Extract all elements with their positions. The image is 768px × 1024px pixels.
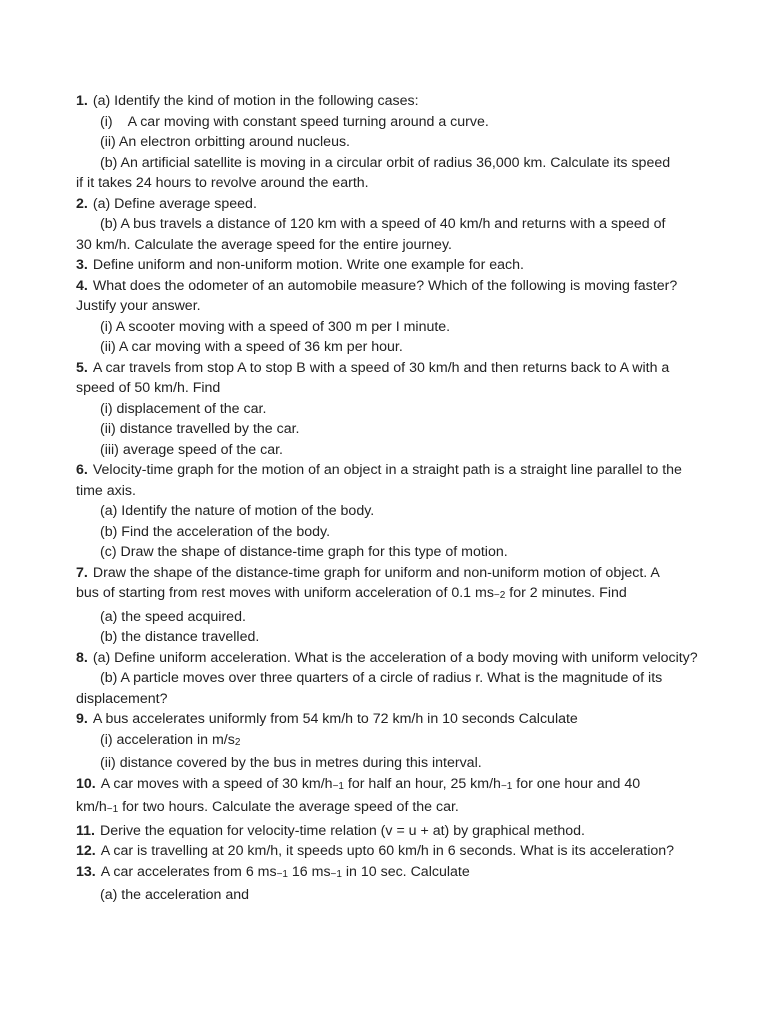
q8-part-b: (b) A particle moves over three quarters of a circle of radius r. What is the magnitude of its	[100, 670, 663, 686]
q11-number: 11.	[76, 822, 95, 839]
q6-number: 6.	[76, 462, 88, 478]
q13-part-a: (a) the acceleration and	[100, 887, 250, 903]
q8-number: 8.	[76, 649, 88, 666]
q1-number: 1.	[76, 93, 88, 109]
q9-part-ii: (ii) distance covered by the bus in metres during this interval.	[100, 755, 482, 771]
q1-part-a: (a) Identify the kind of motion in the following cases:	[92, 93, 419, 109]
q13-exponent-1: −1	[276, 868, 288, 880]
q6-part-c: (c) Draw the shape of distance-time graph for this type of motion.	[100, 544, 508, 560]
q10-exponent-3: −1	[106, 804, 119, 815]
q7-line-2	[76, 583, 708, 607]
q13-text-a: A car accelerates from 6 ms	[100, 863, 277, 880]
q5-number: 5.	[76, 359, 88, 376]
q1-case-i: (i) A car moving with constant speed turning around a curve.	[100, 113, 489, 130]
q9-text: A bus accelerates uniformly from 54 km/h to 72 km/h in 10 seconds Calculate	[92, 711, 578, 727]
q2-number: 2.	[76, 195, 88, 212]
q6-line	[76, 460, 708, 501]
q10-exponent-1: −1	[332, 780, 344, 792]
q7-text-1: Draw the shape of the distance-time graph for uniform and non-uniform motion of object. A	[92, 564, 660, 581]
q11-line	[76, 821, 708, 842]
q10-text-d: km/h	[76, 799, 107, 815]
q5-part-iii: (iii) average speed of the car.	[100, 441, 283, 458]
q6-part-a: (a) Identify the nature of motion of the body.	[100, 503, 375, 519]
q2-part-a: (a) Define average speed.	[92, 195, 257, 212]
q1-case-ii: (ii) An electron orbitting around nucleus.	[100, 134, 350, 150]
q9-part-i	[76, 730, 708, 754]
q5-part-ii: (ii) distance travelled by the car.	[100, 421, 300, 437]
q9-line	[76, 709, 708, 730]
q12-text: A car is travelling at 20 km/h, it speeds upto 60 km/h in 6 seconds. What is its acceleration?	[100, 843, 675, 859]
q11-text: Derive the equation for velocity-time relation (v = u + at) by graphical method.	[99, 822, 585, 839]
q8-part-b-cont: displacement?	[76, 690, 168, 707]
q7-number: 7.	[76, 564, 88, 581]
q10-number: 10.	[76, 775, 96, 792]
q13-text-b: 16 ms	[287, 863, 331, 880]
q1-part-b: (b) An artificial satellite is moving in a circular orbit of radius 36,000 km. Calculate its speed	[100, 154, 671, 171]
q4-line	[76, 276, 708, 317]
q6-part-b: (b) Find the acceleration of the body.	[100, 523, 331, 540]
q1-part-b-cont: if it takes 24 hours to revolve around the earth.	[76, 175, 369, 191]
q13-line	[76, 862, 708, 886]
q5-part-i: (i) displacement of the car.	[100, 400, 267, 417]
q7-part-b: (b) the distance travelled.	[100, 629, 260, 645]
q2-part-b: (b) A bus travels a distance of 120 km with a speed of 40 km/h and returns with a speed of	[100, 216, 666, 232]
q7-text-2b: for 2 minutes. Find	[505, 585, 627, 601]
q4-option-ii: (ii) A car moving with a speed of 36 km per hour.	[100, 339, 403, 355]
q3-line	[76, 255, 708, 276]
q7-part-a: (a) the speed acquired.	[100, 608, 246, 625]
q10-exponent-2: −1	[500, 780, 513, 792]
q2-part-b-cont: 30 km/h. Calculate the average speed for the entire journey.	[76, 236, 452, 253]
q9-exponent: 2	[234, 736, 241, 748]
q10-text-e: for two hours. Calculate the average speed of the car.	[118, 799, 459, 815]
q7-exponent: −2	[493, 590, 506, 601]
q2-line	[76, 194, 708, 215]
q4-option-i: (i) A scooter moving with a speed of 300 m per I minute.	[100, 318, 451, 335]
q3-number: 3.	[76, 257, 88, 273]
q6-text: Velocity-time graph for the motion of an object in a straight path is a straight line parallel to the time axis.	[76, 462, 682, 499]
q10-text-a: A car moves with a speed of 30 km/h	[100, 775, 333, 792]
q10-text-c: for one hour and 40	[512, 775, 641, 792]
q10-line-2	[76, 797, 708, 821]
q13-number: 13.	[76, 863, 96, 880]
q5-line	[76, 358, 708, 399]
q7-line	[76, 563, 708, 584]
q12-number: 12.	[76, 843, 96, 859]
q9-number: 9.	[76, 711, 88, 727]
q5-text: A car travels from stop A to stop B with a speed of 30 km/h and then returns back to A with a speed of 50 km/h. Find	[76, 359, 670, 396]
q10-text-b: for half an hour, 25 km/h	[343, 775, 501, 792]
q10-line	[76, 774, 708, 798]
q12-line	[76, 841, 708, 862]
q7-text-2a: bus of starting from rest moves with uniform acceleration of 0.1 ms	[76, 585, 494, 601]
q8-line	[76, 648, 708, 669]
q4-text: What does the odometer of an automobile measure? Which of the following is moving faster? Justify your answer.	[76, 277, 678, 314]
q8-part-a: (a) Define uniform acceleration. What is the acceleration of a body moving with uniform velocity?	[92, 649, 698, 666]
q13-text-c: in 10 sec. Calculate	[341, 863, 470, 880]
q9-part-i-text: (i) acceleration in m/s	[100, 731, 235, 748]
q3-text: Define uniform and non-uniform motion. Write one example for each.	[92, 257, 524, 273]
q4-number: 4.	[76, 277, 88, 294]
q13-exponent-2: −1	[330, 868, 342, 880]
q1-line	[76, 91, 708, 112]
